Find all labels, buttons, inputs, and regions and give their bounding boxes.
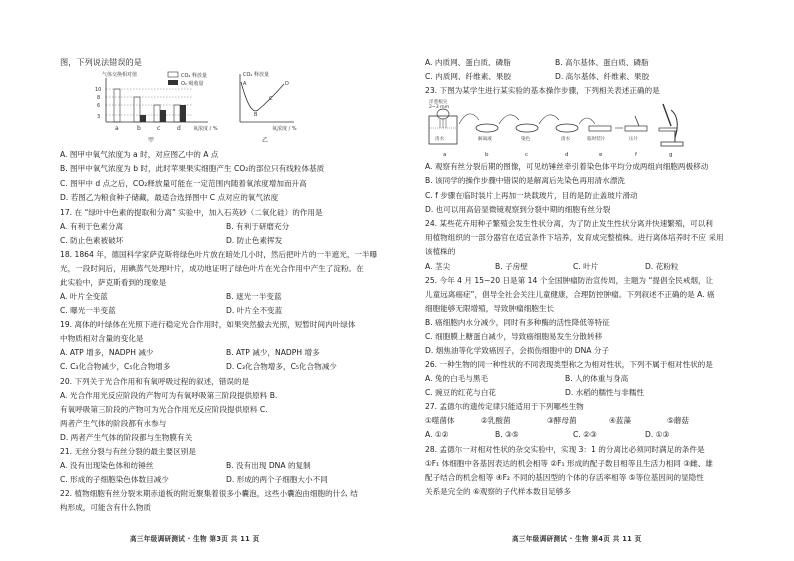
letter-d: d	[565, 152, 569, 158]
q23-option-d: D. 也可以用高倍显微镜观察到分裂中期的细胞有丝分裂	[425, 205, 611, 214]
q26-option-c: C. 豌豆的红花与白花	[425, 388, 496, 397]
q17-option-a: A. 有利于色素分离	[60, 222, 124, 231]
q24-option-d: D. 花粉粒	[645, 262, 679, 271]
legend-co2-label: CO₂ 释放量	[181, 73, 208, 79]
label-press: 压片	[629, 137, 639, 142]
q22-line-2: 构形成，可能含有什么物质	[60, 503, 152, 512]
q23-experiment-diagram	[425, 98, 687, 160]
letter-a: a	[443, 152, 447, 158]
q24-option-a: A. 茎尖	[425, 262, 451, 271]
q28-line-1: 28. 孟德尔一对相对性状的杂交实验中，实现 3：1 的分离比必须同时满足的条件是	[425, 445, 705, 454]
q22-option-a: A. 内质网、蛋白质、磷脂	[425, 58, 511, 67]
q17-option-c: C. 防止色素被破坏	[60, 236, 124, 245]
xlabel-c: c	[157, 125, 161, 132]
q22-option-c: C. 内质网、纤维素、果胶	[425, 72, 512, 81]
q19-option-b: B. ATP 减少，NADPH 增多	[226, 348, 320, 357]
q28-line-4: 关系是完全的 ⑥观察的子代样本数目足够多	[425, 487, 571, 496]
label-2-3mm: 2~3 mm	[429, 105, 450, 110]
q16-option-c: C. 图甲中 d 点之后，CO₂释放量可能在一定范围内随着氧浓度增加而升高	[60, 179, 307, 188]
q18-option-d: D. 叶片全不变蓝	[226, 306, 283, 315]
ytick-6: 6	[97, 103, 101, 109]
q23-option-b: B. 该同学的操作步骤中错误的是解离后先染色再用清水漂洗	[425, 176, 625, 185]
label-temp-slide: 临时装片	[587, 137, 606, 142]
q27-option-a: A. ①②	[425, 430, 449, 439]
q24-line-3: 该植株的	[425, 247, 456, 256]
q16-option-d: D. 若图乙为粮食种子储藏，最适合选择图中 C 点对应的氧气浓度	[60, 193, 279, 202]
bar-c-o2	[160, 110, 166, 122]
xlabel-d: d	[177, 125, 181, 132]
label-staining: 染色	[521, 137, 531, 142]
q25-line-3: 细胞能够无限增殖，导致肿瘤细胞生长	[425, 304, 555, 313]
q20-option-d: D. 两者产生气体的阶段都与生物膜有关	[60, 433, 193, 442]
q21-option-a: A. 没有出现染色体和纺锤丝	[60, 461, 154, 470]
q18-line-2: 光，一段时间后，用碘蒸气处理叶片，成功地证明了绿色叶片在光合作用中产生了淀粉。在	[60, 264, 364, 273]
dish-d	[556, 124, 578, 132]
q27-item-2: ②乳酸菌	[481, 416, 511, 425]
label-dissociation: 解离液	[478, 137, 492, 142]
q18-line-3: 此实验中，萨克斯看到的现象是	[60, 278, 167, 287]
q17-stem: 17. 在 “绿叶中色素的提取和分离” 实验中，加入石英砂（二氧化硅）的作用是	[60, 208, 323, 217]
ytick-10: 10	[95, 87, 102, 93]
bar-b-o2	[140, 115, 146, 122]
thumb-press-icon	[635, 116, 639, 126]
q17-option-b: B. 有利于研磨充分	[226, 222, 290, 231]
legend-o2-label: O₂ 吸收量	[181, 81, 204, 87]
q28-line-3: 配子结合的机会相等 ④F₂ 不同的基因型的个体的存活率相等 ⑤等位基因间的显隐性	[425, 473, 704, 482]
dish-c	[516, 124, 538, 132]
bar-b-co2	[134, 97, 140, 122]
q27-stem: 27. 孟德尔的遗传定律只能适用于下列哪些生物	[425, 402, 584, 411]
xlabel-b: b	[137, 125, 141, 132]
letter-g: g	[669, 152, 673, 158]
q24-option-c: C. 叶片	[573, 262, 599, 271]
q18-option-a: A. 叶片全变蓝	[60, 292, 108, 301]
figure-yi-ylabel: CO₂ 释放量	[243, 72, 270, 78]
q20-option-b: 有氧呼吸第三阶段的产物可为光合作用光反应阶段提供原料 C.	[60, 405, 268, 414]
xlabel-a: a	[115, 125, 119, 132]
q21-stem: 21. 无丝分裂与有丝分裂的最主要区别是	[60, 447, 196, 456]
figure-jia-xaxis-label: 氧浓度 / %	[193, 126, 218, 132]
onion-icon	[437, 109, 449, 119]
q26-option-b: B. 人的体重与身高	[565, 374, 629, 383]
question-16-intro: 图，下列说法错误的是	[60, 57, 142, 67]
bar-d-co2	[174, 105, 180, 122]
q27-option-b: B. ③⑤	[495, 430, 519, 439]
q21-option-b: B. 没有出现 DNA 的复制	[226, 461, 311, 470]
q27-option-d: D. ①③	[645, 430, 670, 439]
figure-yi-caption: 乙	[262, 137, 269, 144]
slide-f	[625, 126, 647, 131]
q18-line-1: 18. 1864 年，德国科学家萨克斯将绿色叶片放在暗处几小时，然后把叶片的一半遮光，一半曝	[60, 250, 378, 259]
q19-option-c: C. C₃化合物减少，C₅化合物增多	[60, 362, 171, 371]
q27-item-3: ③酵母菌	[547, 416, 577, 425]
q27-option-c: C. ②③	[573, 430, 597, 439]
q19-option-d: D. C₃化合物增多，C₅化合物减少	[226, 362, 337, 371]
bar-d-o2	[180, 105, 186, 122]
figure-jia-bar-chart	[90, 70, 230, 145]
letter-b: b	[485, 152, 489, 158]
q28-line-2: ①F₁ 体细胞中各基因表达的机会相等 ②F₁ 形成的配子数目相等且生活力相同 ③雌、雄	[425, 459, 713, 468]
ytick-3: 3	[97, 114, 101, 120]
q26-stem: 26. 一种生物的同一种性状的不同表现类型称之为相对性状，下列不属于相对性状的是	[425, 360, 713, 369]
q22-option-d: D. 高尔基体、纤维素、果胶	[555, 72, 650, 81]
figure-yi-line-chart	[232, 70, 312, 145]
point-D: D	[285, 81, 289, 87]
point-A: A	[243, 81, 247, 87]
dish-b	[476, 124, 498, 132]
q16-option-b: B. 图甲中氧气浓度为 b 时，此时苹果果实细胞产生 CO₂的部位只有线粒体基质	[60, 164, 325, 173]
right-page	[397, 0, 794, 561]
q20-option-a: A. 光合作用光反应阶段的产物可为有氧呼吸第三阶段提供原料 B.	[60, 391, 278, 400]
label-onion-root: 洋葱根尖	[429, 100, 448, 105]
q25-option-d: D. 烟焦油等化学致癌因子，会损伤细胞中的 DNA 分子	[425, 346, 610, 355]
figure-jia-caption: 甲	[148, 137, 155, 144]
q18-option-c: C. 曝光一半变蓝	[60, 306, 116, 315]
q26-option-a: A. 兔的白毛与黑毛	[425, 374, 489, 383]
q27-item-4: ④蓝藻	[609, 416, 631, 425]
q22-line-1: 22. 植物细胞有丝分裂末期赤道板的附近聚集着很多小囊泡，这些小囊泡由细胞的什么 结	[60, 489, 358, 498]
q20-stem: 20. 下列关于光合作用和有氧呼吸过程的叙述，错误的是	[60, 377, 250, 386]
q24-line-2: 用植物组织的一部分器官在适宜条件下培养，发育成完整植株。进行离体培养时不应 采用	[425, 233, 724, 242]
q19-line-1: 19. 离体的叶绿体在光照下进行稳定光合作用时，如果突然撤去光照，短暂时间内叶绿体	[60, 320, 356, 329]
q23-option-c: C. f 步骤在临时装片上再加一块载玻片，目的是防止盖玻片滑动	[425, 191, 638, 200]
label-water-a: 清水	[435, 137, 445, 142]
left-page-footer: 高三年级调研测试 · 生物 第3页 共 11 页	[130, 535, 260, 543]
right-page-footer: 高三年级调研测试 · 生物 第4页 共 11 页	[512, 535, 642, 543]
q25-line-1: 25. 今年 4 月 15~20 日是第 14 个全国肿瘤防治宣传周，主题为 “提倡全民戒烟，让	[425, 276, 714, 285]
slide-e	[589, 126, 611, 131]
q24-line-1: 24. 某些花卉用种子繁殖会发生性状分离，为了防止发生性状分离并快速繁殖，可以利	[425, 219, 713, 228]
q18-option-b: B. 遮光一半变蓝	[226, 292, 282, 301]
q26-option-d: D. 水稻的糯性与非糯性	[565, 388, 645, 397]
legend-co2-swatch	[168, 72, 178, 77]
letter-c: c	[525, 152, 529, 158]
q21-option-c: C. 形成的子细胞染色体数目减少	[60, 475, 169, 484]
figure-jia-ylabel: 气体交换相对值	[102, 72, 138, 78]
q17-option-d: D. 防止色素挥发	[226, 236, 283, 245]
q16-option-a: A. 图甲中氧气浓度为 a 时，对应图乙中的 A 点	[60, 150, 219, 159]
q27-item-1: ①噬菌体	[425, 416, 455, 425]
q23-stem: 23. 下图为某学生进行某实验的基本操作步骤，下列相关表述正确的是	[425, 86, 660, 95]
q21-option-d: D. 形成的两个子细胞大小不同	[226, 475, 328, 484]
letter-f: f	[635, 152, 637, 158]
label-water-d: 清水	[561, 137, 571, 142]
q20-option-c: 两者产生气体的阶段都有水参与	[60, 419, 167, 428]
q25-line-2: 儿童远离癌症”，倡导全社会关注儿童健康，合理防控肿瘤。下列叙述不正确的是 A. 癌	[425, 290, 715, 299]
q25-option-c: C. 细胞膜上糖蛋白减少，导致癌细胞易发生分散转移	[425, 332, 603, 341]
point-C: C	[269, 96, 273, 102]
q25-option-b: B. 癌细胞内水分减少，同时有多种酶的活性降低等特征	[425, 318, 610, 327]
q24-option-b: B. 子房壁	[495, 262, 528, 271]
figure-yi-xaxis-label: 氧浓度 / %	[272, 126, 297, 132]
q23-option-a: A. 观察有丝分裂后期的图像，可见纺锤丝牵引着染色体平均分成两组向细胞两极移动	[425, 162, 709, 171]
ytick-8: 8	[97, 95, 101, 101]
point-B: B	[254, 112, 258, 118]
q19-line-2: 中物质相对含量的变化是	[60, 334, 144, 343]
figure-yi-curve	[241, 82, 284, 111]
legend-o2-swatch	[168, 80, 178, 85]
bar-a-co2	[114, 89, 120, 122]
q22-option-b: B. 高尔基体、蛋白质、磷脂	[555, 58, 649, 67]
q27-item-5: ⑤蘑菇	[667, 416, 689, 425]
q19-option-a: A. ATP 增多，NADPH 减少	[60, 348, 154, 357]
letter-e: e	[599, 152, 603, 158]
microscope-icon	[659, 104, 683, 146]
bar-c-co2	[154, 105, 160, 122]
